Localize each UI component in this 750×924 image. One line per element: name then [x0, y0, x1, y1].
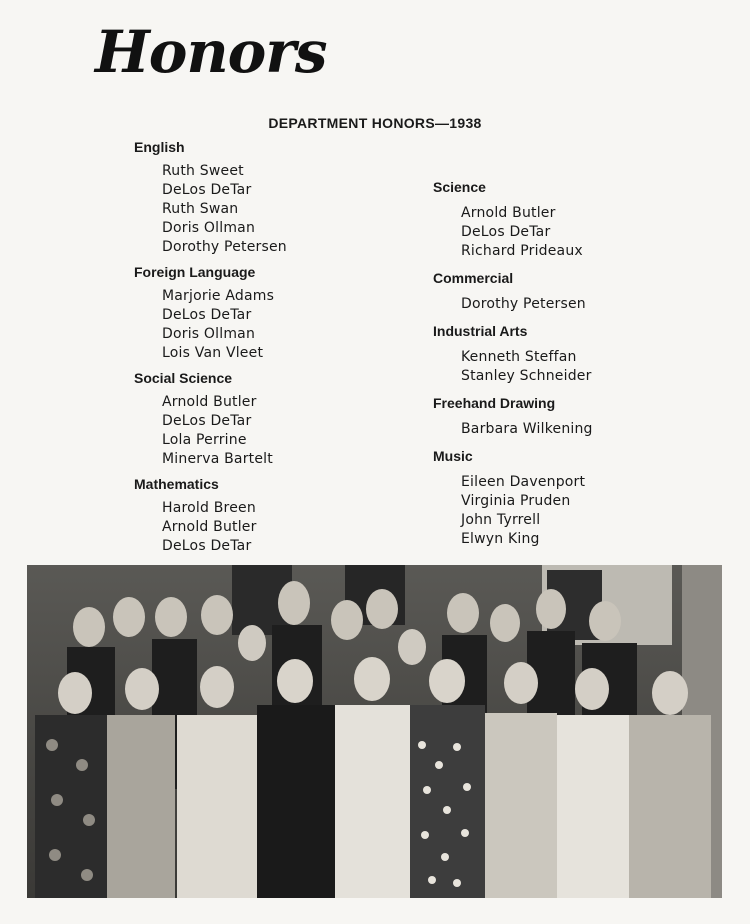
honoree-name: Marjorie Adams — [162, 288, 275, 304]
honoree-list — [461, 295, 723, 314]
honoree-list — [461, 204, 723, 261]
honoree-name: Elwyn King — [461, 531, 540, 547]
left-column — [134, 138, 404, 562]
honoree-name: John Tyrrell — [461, 512, 541, 528]
honoree-name: Doris Ollman — [162, 220, 256, 236]
honoree-list — [162, 287, 404, 363]
section-heading: Foreign Language — [134, 264, 256, 280]
section-mathematics — [134, 475, 404, 556]
honoree-list — [461, 420, 723, 439]
honoree-name: DeLos DeTar — [162, 307, 252, 323]
honoree-list — [461, 348, 723, 386]
section-music — [433, 447, 723, 549]
honoree-name: Ruth Swan — [162, 201, 239, 217]
honoree-list — [162, 162, 404, 257]
section-industrial-arts — [433, 322, 723, 386]
section-heading: Science — [433, 179, 486, 195]
honoree-name: Lola Perrine — [162, 432, 247, 448]
honoree-name: Arnold Butler — [162, 394, 257, 410]
section-heading: Mathematics — [134, 476, 219, 492]
section-heading: English — [134, 139, 185, 155]
section-heading: Industrial Arts — [433, 323, 528, 339]
honoree-name: Barbara Wilkening — [461, 421, 593, 437]
group-photo — [27, 565, 722, 898]
department-honors-subtitle — [0, 115, 750, 131]
section-heading: Music — [433, 448, 473, 464]
page-title: Honors — [95, 18, 327, 86]
honoree-list — [162, 393, 404, 469]
honoree-list — [162, 499, 404, 556]
honoree-name: Arnold Butler — [162, 519, 257, 535]
section-heading: Social Science — [134, 370, 233, 386]
honoree-name: DeLos DeTar — [162, 538, 252, 554]
group-photo-illustration — [27, 565, 722, 898]
honoree-name: Ruth Sweet — [162, 163, 244, 179]
honoree-name: Kenneth Steffan — [461, 349, 577, 365]
section-science — [433, 178, 723, 261]
honoree-name: Eileen Davenport — [461, 474, 586, 490]
section-freehand-drawing — [433, 394, 723, 439]
honoree-name: Lois Van Vleet — [162, 345, 264, 361]
subtitle-text: DEPARTMENT HONORS—1938 — [268, 115, 482, 131]
honoree-name: Dorothy Petersen — [162, 239, 287, 255]
section-heading: Commercial — [433, 270, 514, 286]
honoree-name: Dorothy Petersen — [461, 296, 586, 312]
honoree-name: Arnold Butler — [461, 205, 556, 221]
section-social-science — [134, 369, 404, 469]
section-foreign-language — [134, 263, 404, 363]
honoree-name: Richard Prideaux — [461, 243, 583, 259]
honoree-name: Minerva Bartelt — [162, 451, 273, 467]
honoree-name: Doris Ollman — [162, 326, 256, 342]
honoree-name: DeLos DeTar — [162, 413, 252, 429]
honoree-name: DeLos DeTar — [162, 182, 252, 198]
honoree-name: Stanley Schneider — [461, 368, 592, 384]
right-column — [433, 178, 723, 557]
section-commercial — [433, 269, 723, 314]
honoree-name: DeLos DeTar — [461, 224, 551, 240]
section-heading: Freehand Drawing — [433, 395, 556, 411]
honoree-name: Virginia Pruden — [461, 493, 571, 509]
honoree-list — [461, 473, 723, 549]
honoree-name: Harold Breen — [162, 500, 256, 516]
section-english — [134, 138, 404, 257]
